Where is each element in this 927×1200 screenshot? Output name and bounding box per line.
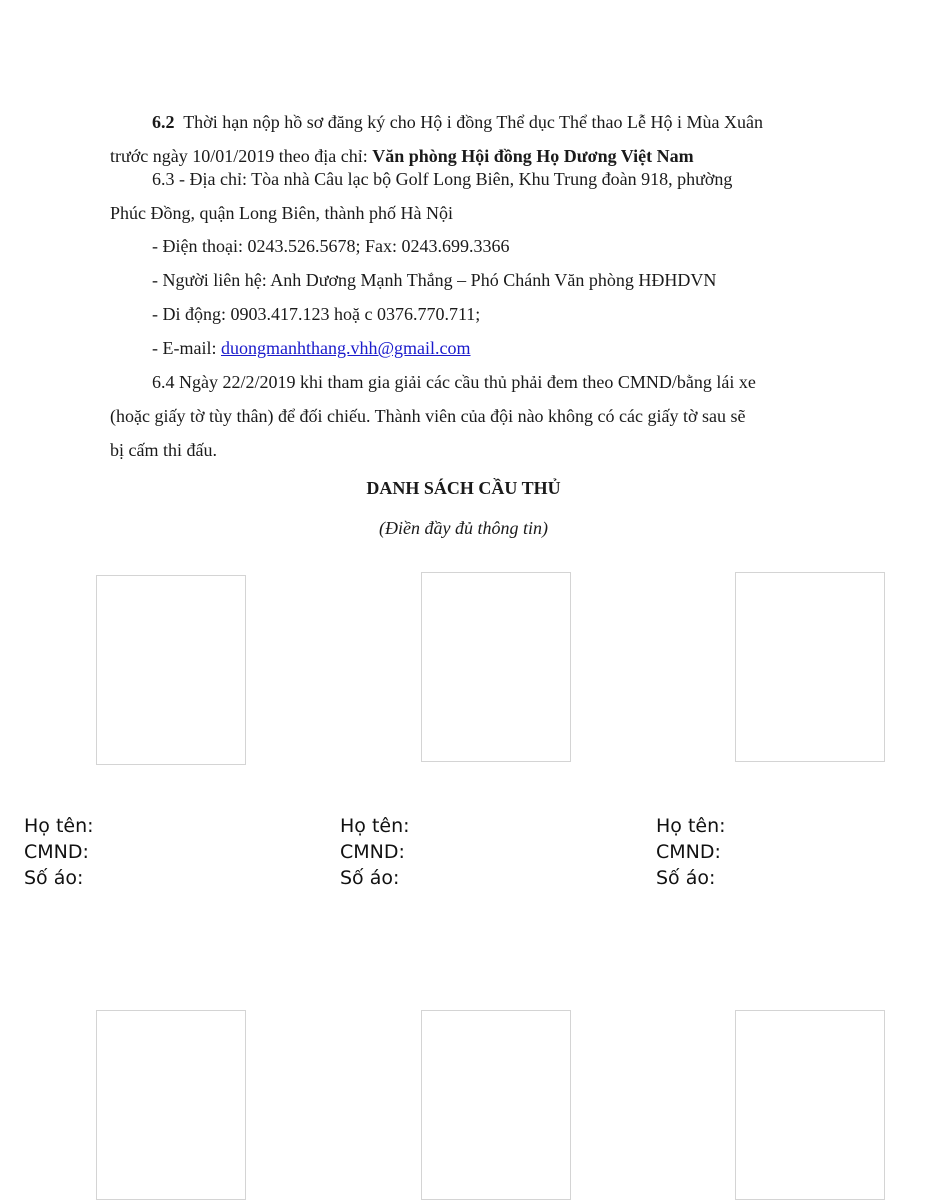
email-label: - E-mail:: [152, 338, 221, 358]
deadline-text: trước ngày 10/01/2019 theo địa chỉ:: [110, 146, 373, 166]
jersey-field-label: Số áo:: [340, 867, 400, 889]
jersey-field-label: Số áo:: [24, 867, 84, 889]
email-line: [152, 338, 471, 359]
player-photo-box[interactable]: [421, 572, 571, 762]
name-field-label: Họ tên:: [24, 815, 94, 837]
player-photo-box[interactable]: [735, 1010, 885, 1200]
section-6-4-line-2: (hoặc giấy tờ tùy thân) để đối chiếu. Thành viên của đội nào không có các giấy tờ sau sẽ: [110, 406, 746, 426]
section-6-2-line-1: [152, 112, 763, 133]
name-field-label: Họ tên:: [656, 815, 726, 837]
office-name: Văn phòng Hội đồng Họ Dương Việt Nam: [372, 146, 694, 166]
section-6-3-line-2: Phúc Đồng, quận Long Biên, thành phố Hà Nội: [110, 203, 453, 223]
phone-line: - Điện thoại: 0243.526.5678; Fax: 0243.699.3366: [152, 236, 510, 256]
id-card-field-label: CMND:: [340, 841, 405, 863]
player-photo-box[interactable]: [735, 572, 885, 762]
section-6-2-text: Thời hạn nộp hồ sơ đăng ký cho Hộ i đồng Thể dục Thể thao Lễ Hộ i Mùa Xuân: [183, 112, 763, 132]
player-photo-box[interactable]: [96, 1010, 246, 1200]
section-6-2-line-2: [110, 146, 694, 167]
section-6-2-number: 6.2: [152, 112, 175, 132]
player-photo-box[interactable]: [96, 575, 246, 765]
player-photo-box[interactable]: [421, 1010, 571, 1200]
email-link[interactable]: duongmanhthang.vhh@gmail.com: [220, 338, 471, 358]
jersey-field-label: Số áo:: [656, 867, 716, 889]
name-field-label: Họ tên:: [340, 815, 410, 837]
player-list-title: DANH SÁCH CẦU THỦ: [366, 478, 561, 498]
player-info: [24, 813, 94, 891]
player-info: [340, 813, 410, 891]
contact-line: - Người liên hệ: Anh Dương Mạnh Thắng – Phó Chánh Văn phòng HĐHDVN: [152, 270, 717, 290]
mobile-line: - Di động: 0903.417.123 hoặ c 0376.770.711;: [152, 304, 481, 324]
section-6-3-line-1: 6.3 - Địa chỉ: Tòa nhà Câu lạc bộ Golf Long Biên, Khu Trung đoàn 918, phường: [152, 169, 733, 189]
id-card-field-label: CMND:: [24, 841, 89, 863]
section-6-4-line-1: 6.4 Ngày 22/2/2019 khi tham gia giải các cầu thủ phải đem theo CMND/bằng lái xe: [152, 372, 756, 392]
player-info: [656, 813, 726, 891]
id-card-field-label: CMND:: [656, 841, 721, 863]
section-6-4-line-3: bị cấm thi đấu.: [110, 440, 217, 460]
player-list-subtitle: (Điền đầy đủ thông tin): [379, 518, 548, 538]
